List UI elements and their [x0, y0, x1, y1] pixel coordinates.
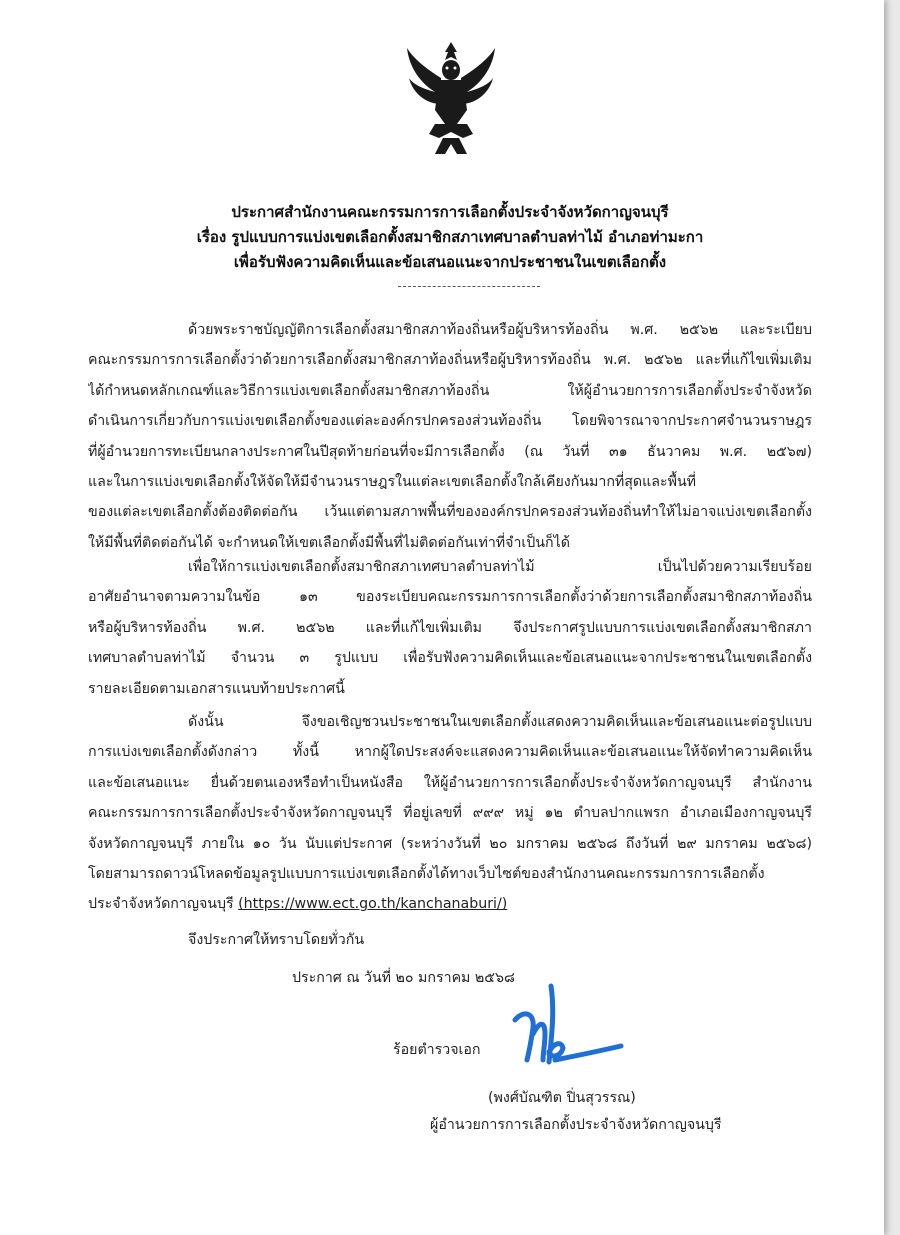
- text-line: คณะกรรมการการเลือกตั้งประจำจังหวัดกาญจนบุรี ที่อยู่เลขที่ ๙๙๙ หมู่ ๑๒ ตำบลปากแพรก อำเภอเมืองกาญจนบุรี: [88, 805, 812, 822]
- text-line: โดยสามารถดาวน์โหลดข้อมูลรูปแบบการแบ่งเขตเลือกตั้งได้ทางเว็บไซต์ของสำนักงานคณะกรรมการการเลือกตั้ง: [88, 866, 765, 883]
- text-line: ด้วยพระราชบัญญัติการเลือกตั้งสมาชิกสภาท้องถิ่นหรือผู้บริหารท้องถิ่น พ.ศ. ๒๕๖๒ และระเบียบ: [188, 322, 812, 338]
- text-line: [88, 889, 812, 919]
- divider: [398, 286, 540, 287]
- text-line: และข้อเสนอแนะ ยื่นด้วยตนเองหรือทำเป็นหนังสือ ให้ผู้อำนวยการการเลือกตั้งประจำจังหวัดกาญจนบุรี สำนักงาน: [88, 774, 812, 791]
- text-line: อาศัยอำนาจตามความในข้อ ๑๓ ของระเบียบคณะกรรมการการเลือกตั้งว่าด้วยการเลือกตั้งสมาชิกสภาท้องถิ่น: [88, 589, 812, 606]
- title-line: เพื่อรับฟังความคิดเห็นและข้อเสนอแนะจากประชาชนในเขตเลือกตั้ง: [233, 253, 667, 271]
- text-line: ดังนั้น จึงขอเชิญชวนประชาชนในเขตเลือกตั้งแสดงความคิดเห็นและข้อเสนอแนะต่อรูปแบบ: [188, 714, 812, 730]
- website-link[interactable]: (https://www.ect.go.th/kanchanaburi/): [238, 896, 508, 913]
- text-line: และในการแบ่งเขตเลือกตั้งให้จัดให้มีจำนวนราษฎรในแต่ละเขตเลือกตั้งใกล้เคียงกันมากที่สุดและพื้นที่: [88, 474, 696, 491]
- signatory-name: (พงศ์บัณฑิต ปิ่นสุวรรณ): [488, 1090, 636, 1106]
- closing-announcement: จึงประกาศให้ทราบโดยทั่วกัน: [188, 932, 365, 948]
- text-line: คณะกรรมการการเลือกตั้งว่าด้วยการเลือกตั้งสมาชิกสภาท้องถิ่นหรือผู้บริหารท้องถิ่น พ.ศ. ๒๕๖๒ และที่แก้ไขเพิ่มเติม: [88, 352, 812, 369]
- text-line: เพื่อให้การแบ่งเขตเลือกตั้งสมาชิกสภาเทศบาลตำบลท่าไม้ เป็นไปด้วยความเรียบร้อย: [188, 559, 812, 575]
- text-line: การแบ่งเขตเลือกตั้งดังกล่าว ทั้งนี้ หากผู้ใดประสงค์จะแสดงความคิดเห็นและข้อเสนอแนะให้จัดทำความคิดเห็น: [88, 744, 812, 761]
- paragraph-2: [88, 552, 812, 704]
- title-line: ประกาศสำนักงานคณะกรรมการการเลือกตั้งประจำจังหวัดกาญจนบุรี: [231, 203, 669, 221]
- garuda-emblem-icon: [405, 38, 497, 156]
- document-title: [150, 200, 750, 275]
- text-line: ของแต่ละเขตเลือกตั้งต้องติดต่อกัน เว้นแต่ตามสภาพพื้นที่ขององค์กรปกครองส่วนท้องถิ่นทำให้ไม่อาจแบ่งเขตเลือกตั้ง: [88, 504, 812, 521]
- signatory-rank: ร้อยตำรวจเอก: [393, 1042, 481, 1058]
- signature: [505, 982, 625, 1072]
- text-line: รายละเอียดตามเอกสารแนบท้ายประกาศนี้: [88, 680, 345, 697]
- text-line: หรือผู้บริหารท้องถิ่น พ.ศ. ๒๕๖๒ และที่แก้ไขเพิ่มเติม จึงประกาศรูปแบบการแบ่งเขตเลือกตั้งสมาชิกสภา: [88, 619, 812, 636]
- text-line: ให้มีพื้นที่ติดต่อกันได้ จะกำหนดให้เขตเลือกตั้งมีพื้นที่ไม่ติดต่อกันเท่าที่จำเป็นก็ได้: [88, 534, 570, 551]
- text-line-start: ประจำจังหวัดกาญจนบุรี: [88, 896, 234, 913]
- text-line: ได้กำหนดหลักเกณฑ์และวิธีการแบ่งเขตเลือกตั้งสมาชิกสภาท้องถิ่น ให้ผู้อำนวยการการเลือกตั้งประจำจังหวัด: [88, 382, 812, 399]
- text-line: ดำเนินการเกี่ยวกับการแบ่งเขตเลือกตั้งของแต่ละองค์กรปกครองส่วนท้องถิ่น โดยพิจารณาจากประกาศจำนวนราษฎร: [88, 413, 812, 430]
- paragraph-1: [88, 315, 812, 558]
- text-line: จังหวัดกาญจนบุรี ภายใน ๑๐ วัน นับแต่ประกาศ (ระหว่างวันที่ ๒๐ มกราคม ๒๕๖๘ ถึงวันที่ ๒๙ มกราคม ๒๕๖๘): [88, 835, 812, 852]
- announcement-date: ประกาศ ณ วันที่ ๒๐ มกราคม ๒๕๖๘: [292, 970, 515, 986]
- signatory-position: ผู้อำนวยการการเลือกตั้งประจำจังหวัดกาญจนบุรี: [430, 1117, 722, 1133]
- text-line: ที่ผู้อำนวยการทะเบียนกลางประกาศในปีสุดท้ายก่อนที่จะมีการเลือกตั้ง (ณ วันที่ ๓๑ ธันวาคม พ.ศ. ๒๕๖๗): [88, 443, 812, 460]
- subject-line: เรื่อง รูปแบบการแบ่งเขตเลือกตั้งสมาชิกสภาเทศบาลตำบลท่าไม้ อำเภอท่ามะกา: [196, 228, 704, 246]
- paragraph-3: [88, 707, 812, 920]
- text-line: เทศบาลตำบลท่าไม้ จำนวน ๓ รูปแบบ เพื่อรับฟังความคิดเห็นและข้อเสนอแนะจากประชาชนในเขตเลือกตั้ง: [88, 650, 812, 667]
